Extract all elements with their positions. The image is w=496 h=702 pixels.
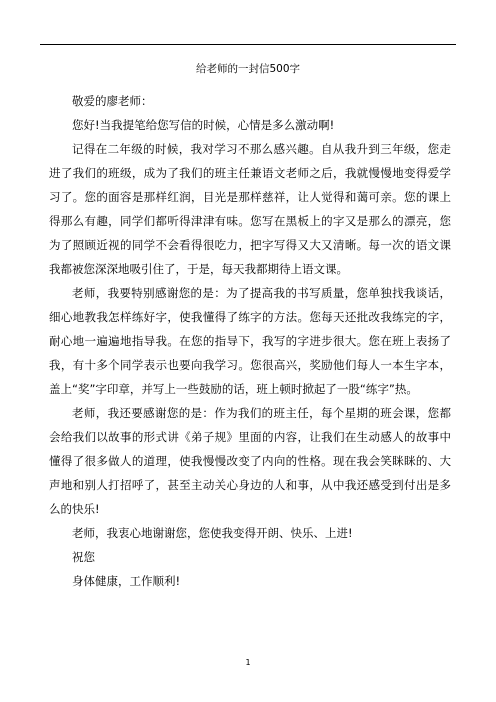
letter-title: 给老师的一封信500字 — [195, 63, 301, 75]
closing: 祝您 — [72, 550, 95, 564]
paragraph-class-meeting: 老师，我还要感谢您的是：作为我们的班主任，每个星期的班会课，您都会给我们以故事的形式讲《弟子规》里面的内容，让我们在生动感人的故事中懂得了很多做人的道理，使我慢慢改变了内向的性格。现在我会笑眯眯的、大声地和别人打招呼了，甚至主动关心身边的人和事，从中我还感受到付出是多么的快乐! — [49, 406, 451, 516]
salutation: 敬爱的廖老师： — [72, 94, 153, 108]
paragraph-memory: 记得在二年级的时候，我对学习不那么感兴趣。自从我升到三年级，您走进了我们的班级，成为了我们的班主任兼语文老师之后，我就慢慢地变得爱学习了。您的面容是那样红润，目光是那样慈祥，让人觉得和蔼可亲。您的课上得那么有趣，同学们都听得津津有味。您写在黑板上的字又是那么的漂亮，您为了照顾近视的同学不会看得很吃力，把字写得又大又清晰。每一次的语文课我都被您深深地吸引住了，于是，每天我都期待上语文课。 — [49, 142, 451, 276]
header-rule — [40, 44, 456, 45]
paragraph-thanks: 老师，我衷心地谢谢您，您使我变得开朗、快乐、上进! — [72, 526, 353, 540]
paragraph-greeting: 您好!当我提笔给您写信的时候，心情是多么激动啊! — [72, 118, 335, 132]
letter-body — [49, 89, 451, 593]
page-number: 1 — [245, 658, 251, 667]
paragraph-handwriting: 老师，我要特别感谢您的是：为了提高我的书写质量，您单独找我谈话，细心地教我怎样练好字，使我懂得了练字的方法。您每天还批改我练完的字，耐心地一遍遍地指导我。在您的指导下，我写的字进步很大。您在班上表扬了我，有十多个同学表示也要向我学习。您很高兴，奖励他们每人一本生字本，盖上“奖”字印章，并写上一些鼓励的话，班上顿时掀起了一股“练字”热。 — [49, 286, 451, 396]
wishes: 身体健康，工作顺利! — [72, 574, 181, 588]
